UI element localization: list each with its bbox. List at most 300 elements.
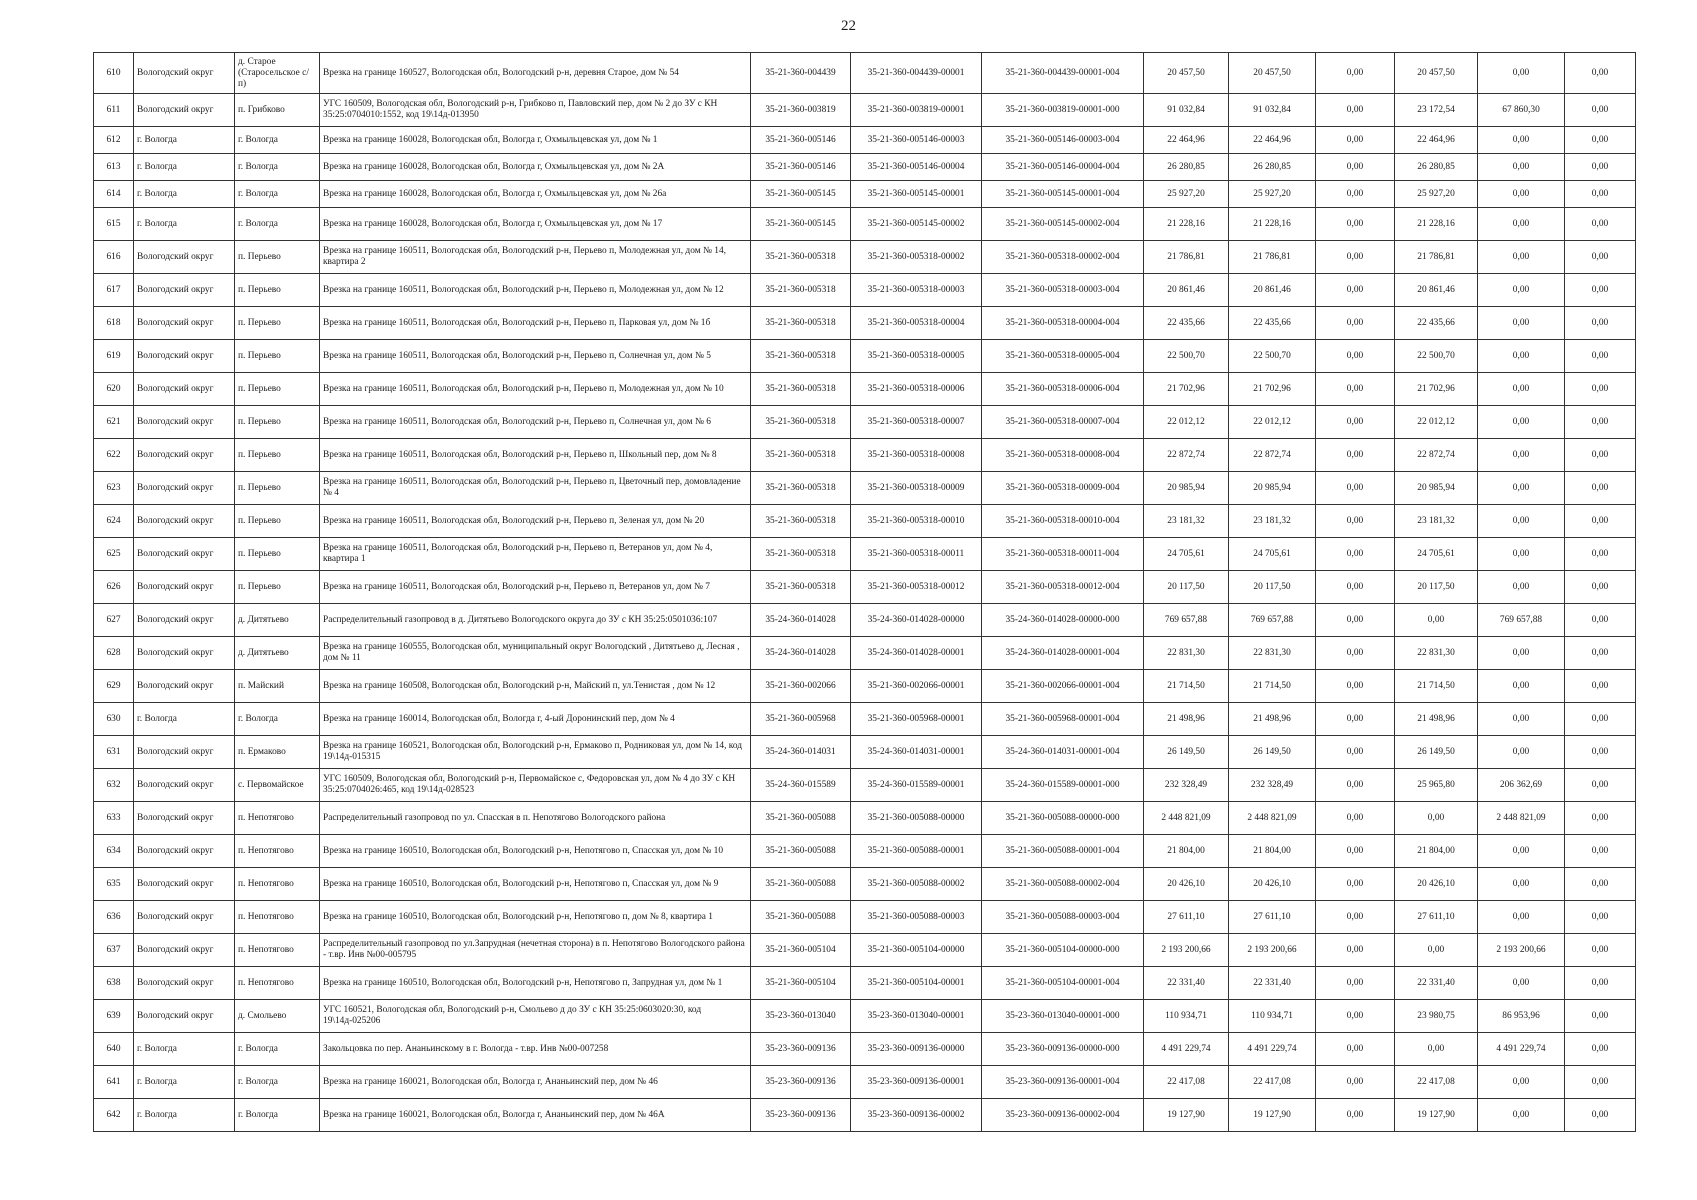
value-cell-5: 0,00 [1478,1099,1565,1132]
district-cell: г. Вологда [134,703,235,736]
value-cell-2: 22 872,74 [1229,439,1316,472]
district-cell: Вологодский округ [134,241,235,274]
object-code-cell: 35-21-360-005318 [751,472,851,505]
district-cell: Вологодский округ [134,571,235,604]
settlement-cell: п. Грибково [235,94,320,127]
district-cell: г. Вологда [134,1099,235,1132]
row-number-cell: 612 [94,127,134,154]
settlement-cell: г. Вологда [235,1066,320,1099]
value-cell-4: 0,00 [1395,604,1478,637]
district-cell: Вологодский округ [134,340,235,373]
value-cell-1: 91 032,84 [1144,94,1229,127]
table-row [94,802,1636,835]
table-row [94,1000,1636,1033]
section-code-cell: 35-24-360-015589-00001 [851,769,982,802]
value-cell-3: 0,00 [1316,868,1395,901]
value-cell-5: 0,00 [1478,967,1565,1000]
value-cell-5: 0,00 [1478,571,1565,604]
district-cell: Вологодский округ [134,307,235,340]
value-cell-3: 0,00 [1316,934,1395,967]
settlement-cell: п. Непотягово [235,802,320,835]
value-cell-5: 0,00 [1478,472,1565,505]
element-code-cell: 35-21-360-005088-00003-004 [982,901,1144,934]
table-row [94,637,1636,670]
table-row [94,1099,1636,1132]
value-cell-5: 0,00 [1478,406,1565,439]
district-cell: Вологодский округ [134,406,235,439]
object-description-cell: Врезка на границе 160021, Вологодская обл, Вологда г, Ананьинский пер, дом № 46 [320,1066,751,1099]
value-cell-5: 0,00 [1478,901,1565,934]
value-cell-1: 2 448 821,09 [1144,802,1229,835]
value-cell-2: 21 228,16 [1229,208,1316,241]
settlement-cell: п. Перьево [235,505,320,538]
value-cell-5: 0,00 [1478,340,1565,373]
value-cell-3: 0,00 [1316,901,1395,934]
element-code-cell: 35-21-360-005318-00002-004 [982,241,1144,274]
settlement-cell: п. Непотягово [235,967,320,1000]
settlement-cell: г. Вологда [235,703,320,736]
element-code-cell: 35-21-360-005318-00005-004 [982,340,1144,373]
value-cell-6: 0,00 [1565,274,1636,307]
value-cell-1: 21 714,50 [1144,670,1229,703]
object-description-cell: Врезка на границе 160511, Вологодская обл, Вологодский р-н, Перьево п, Школьный пер, дом № 8 [320,439,751,472]
value-cell-6: 0,00 [1565,53,1636,94]
value-cell-4: 20 457,50 [1395,53,1478,94]
value-cell-1: 27 611,10 [1144,901,1229,934]
value-cell-3: 0,00 [1316,373,1395,406]
table-row [94,670,1636,703]
value-cell-6: 0,00 [1565,901,1636,934]
table-row [94,868,1636,901]
element-code-cell: 35-21-360-005318-00007-004 [982,406,1144,439]
value-cell-6: 0,00 [1565,604,1636,637]
value-cell-5: 0,00 [1478,538,1565,571]
settlement-cell: п. Перьево [235,307,320,340]
row-number-cell: 627 [94,604,134,637]
value-cell-1: 19 127,90 [1144,1099,1229,1132]
row-number-cell: 635 [94,868,134,901]
value-cell-2: 21 786,81 [1229,241,1316,274]
section-code-cell: 35-21-360-005088-00001 [851,835,982,868]
district-cell: г. Вологда [134,127,235,154]
settlement-cell: п. Перьево [235,340,320,373]
table-body [94,53,1636,1132]
row-number-cell: 640 [94,1033,134,1066]
section-code-cell: 35-24-360-014028-00001 [851,637,982,670]
object-code-cell: 35-21-360-005088 [751,802,851,835]
value-cell-4: 19 127,90 [1395,1099,1478,1132]
value-cell-3: 0,00 [1316,439,1395,472]
value-cell-4: 21 498,96 [1395,703,1478,736]
value-cell-5: 86 953,96 [1478,1000,1565,1033]
value-cell-4: 23 980,75 [1395,1000,1478,1033]
table-row [94,208,1636,241]
value-cell-3: 0,00 [1316,94,1395,127]
object-description-cell: Врезка на границе 160014, Вологодская обл, Вологда г, 4-ый Доронинский пер, дом № 4 [320,703,751,736]
value-cell-6: 0,00 [1565,736,1636,769]
value-cell-4: 22 331,40 [1395,967,1478,1000]
element-code-cell: 35-24-360-014031-00001-004 [982,736,1144,769]
value-cell-2: 21 804,00 [1229,835,1316,868]
row-number-cell: 621 [94,406,134,439]
section-code-cell: 35-21-360-005146-00004 [851,154,982,181]
object-description-cell: Врезка на границе 160511, Вологодская обл, Вологодский р-н, Перьево п, Солнечная ул, дом № 6 [320,406,751,439]
settlement-cell: г. Вологда [235,1033,320,1066]
element-code-cell: 35-23-360-013040-00001-000 [982,1000,1144,1033]
object-code-cell: 35-23-360-009136 [751,1099,851,1132]
value-cell-6: 0,00 [1565,1000,1636,1033]
object-code-cell: 35-21-360-005145 [751,181,851,208]
value-cell-6: 0,00 [1565,208,1636,241]
district-cell: Вологодский округ [134,901,235,934]
district-cell: Вологодский округ [134,835,235,868]
value-cell-6: 0,00 [1565,94,1636,127]
element-code-cell: 35-21-360-005145-00001-004 [982,181,1144,208]
section-code-cell: 35-21-360-005104-00000 [851,934,982,967]
table-row [94,1066,1636,1099]
value-cell-3: 0,00 [1316,670,1395,703]
value-cell-1: 232 328,49 [1144,769,1229,802]
value-cell-4: 21 702,96 [1395,373,1478,406]
table-row [94,406,1636,439]
value-cell-2: 2 448 821,09 [1229,802,1316,835]
value-cell-1: 22 831,30 [1144,637,1229,670]
value-cell-1: 22 012,12 [1144,406,1229,439]
element-code-cell: 35-21-360-005145-00002-004 [982,208,1144,241]
settlement-cell: г. Вологда [235,1099,320,1132]
district-cell: Вологодский округ [134,373,235,406]
value-cell-4: 23 181,32 [1395,505,1478,538]
district-cell: Вологодский округ [134,439,235,472]
settlement-cell: д. Дитятьево [235,604,320,637]
element-code-cell: 35-21-360-003819-00001-000 [982,94,1144,127]
section-code-cell: 35-21-360-005088-00002 [851,868,982,901]
value-cell-3: 0,00 [1316,208,1395,241]
object-code-cell: 35-21-360-005088 [751,835,851,868]
value-cell-1: 110 934,71 [1144,1000,1229,1033]
row-number-cell: 628 [94,637,134,670]
object-description-cell: Распределительный газопровод по ул.Запрудная (нечетная сторона) в п. Непотягово Вологодского района - т.вр. Инв №00-005795 [320,934,751,967]
value-cell-2: 26 280,85 [1229,154,1316,181]
settlement-cell: п. Непотягово [235,901,320,934]
district-cell: Вологодский округ [134,94,235,127]
object-code-cell: 35-21-360-005145 [751,208,851,241]
object-code-cell: 35-23-360-013040 [751,1000,851,1033]
element-code-cell: 35-23-360-009136-00001-004 [982,1066,1144,1099]
value-cell-5: 769 657,88 [1478,604,1565,637]
table-row [94,127,1636,154]
row-number-cell: 617 [94,274,134,307]
settlement-cell: п. Перьево [235,472,320,505]
element-code-cell: 35-24-360-015589-00001-000 [982,769,1144,802]
section-code-cell: 35-23-360-009136-00002 [851,1099,982,1132]
value-cell-2: 22 464,96 [1229,127,1316,154]
object-description-cell: Врезка на границе 160511, Вологодская обл, Вологодский р-н, Перьево п, Парковая ул, дом № 1б [320,307,751,340]
section-code-cell: 35-21-360-005318-00012 [851,571,982,604]
value-cell-3: 0,00 [1316,736,1395,769]
value-cell-4: 20 861,46 [1395,274,1478,307]
value-cell-4: 26 149,50 [1395,736,1478,769]
object-code-cell: 35-21-360-005318 [751,406,851,439]
value-cell-6: 0,00 [1565,472,1636,505]
row-number-cell: 615 [94,208,134,241]
value-cell-3: 0,00 [1316,181,1395,208]
object-code-cell: 35-21-360-005318 [751,439,851,472]
value-cell-4: 26 280,85 [1395,154,1478,181]
object-code-cell: 35-23-360-009136 [751,1066,851,1099]
value-cell-5: 0,00 [1478,181,1565,208]
value-cell-6: 0,00 [1565,373,1636,406]
section-code-cell: 35-24-360-014031-00001 [851,736,982,769]
value-cell-3: 0,00 [1316,406,1395,439]
object-description-cell: Врезка на границе 160510, Вологодская обл, Вологодский р-н, Непотягово п, Запрудная ул, дом № 1 [320,967,751,1000]
district-cell: Вологодский округ [134,604,235,637]
object-description-cell: Врезка на границе 160511, Вологодская обл, Вологодский р-н, Перьево п, Солнечная ул, дом № 5 [320,340,751,373]
value-cell-3: 0,00 [1316,53,1395,94]
row-number-cell: 631 [94,736,134,769]
value-cell-6: 0,00 [1565,802,1636,835]
district-cell: Вологодский округ [134,274,235,307]
value-cell-5: 0,00 [1478,53,1565,94]
object-code-cell: 35-21-360-005968 [751,703,851,736]
element-code-cell: 35-21-360-005318-00008-004 [982,439,1144,472]
table-row [94,181,1636,208]
value-cell-5: 0,00 [1478,241,1565,274]
object-description-cell: Врезка на границе 160028, Вологодская обл, Вологда г, Охмыльцевская ул, дом № 1 [320,127,751,154]
value-cell-4: 23 172,54 [1395,94,1478,127]
value-cell-2: 22 417,08 [1229,1066,1316,1099]
row-number-cell: 626 [94,571,134,604]
object-code-cell: 35-21-360-005146 [751,154,851,181]
value-cell-2: 110 934,71 [1229,1000,1316,1033]
row-number-cell: 637 [94,934,134,967]
object-description-cell: Врезка на границе 160527, Вологодская обл, Вологодский р-н, деревня Старое, дом № 54 [320,53,751,94]
object-code-cell: 35-21-360-005146 [751,127,851,154]
object-code-cell: 35-21-360-005318 [751,340,851,373]
section-code-cell: 35-21-360-005318-00006 [851,373,982,406]
object-code-cell: 35-21-360-002066 [751,670,851,703]
value-cell-5: 0,00 [1478,505,1565,538]
value-cell-5: 4 491 229,74 [1478,1033,1565,1066]
object-description-cell: Врезка на границе 160028, Вологодская обл, Вологда г, Охмыльцевская ул, дом № 26а [320,181,751,208]
value-cell-4: 0,00 [1395,934,1478,967]
district-cell: г. Вологда [134,154,235,181]
district-cell: г. Вологда [134,208,235,241]
value-cell-6: 0,00 [1565,181,1636,208]
settlement-cell: п. Перьево [235,406,320,439]
table-row [94,505,1636,538]
table-row [94,274,1636,307]
element-code-cell: 35-21-360-005088-00000-000 [982,802,1144,835]
value-cell-4: 0,00 [1395,802,1478,835]
row-number-cell: 625 [94,538,134,571]
element-code-cell: 35-23-360-009136-00002-004 [982,1099,1144,1132]
value-cell-4: 20 426,10 [1395,868,1478,901]
row-number-cell: 620 [94,373,134,406]
value-cell-1: 21 498,96 [1144,703,1229,736]
district-cell: г. Вологда [134,1066,235,1099]
section-code-cell: 35-23-360-009136-00001 [851,1066,982,1099]
object-description-cell: Врезка на границе 160508, Вологодская обл, Вологодский р-н, Майский п, ул.Тенистая , дом № 12 [320,670,751,703]
district-cell: Вологодский округ [134,670,235,703]
value-cell-1: 2 193 200,66 [1144,934,1229,967]
object-description-cell: Врезка на границе 160028, Вологодская обл, Вологда г, Охмыльцевская ул, дом № 17 [320,208,751,241]
section-code-cell: 35-21-360-002066-00001 [851,670,982,703]
section-code-cell: 35-21-360-005146-00003 [851,127,982,154]
value-cell-1: 26 149,50 [1144,736,1229,769]
value-cell-3: 0,00 [1316,274,1395,307]
value-cell-5: 0,00 [1478,703,1565,736]
value-cell-4: 22 012,12 [1395,406,1478,439]
value-cell-2: 25 927,20 [1229,181,1316,208]
section-code-cell: 35-24-360-014028-00000 [851,604,982,637]
element-code-cell: 35-21-360-004439-00001-004 [982,53,1144,94]
row-number-cell: 623 [94,472,134,505]
settlement-cell: п. Перьево [235,571,320,604]
row-number-cell: 634 [94,835,134,868]
settlement-cell: п. Непотягово [235,934,320,967]
value-cell-5: 0,00 [1478,373,1565,406]
table-row [94,1033,1636,1066]
value-cell-2: 20 457,50 [1229,53,1316,94]
value-cell-6: 0,00 [1565,406,1636,439]
settlement-cell: г. Вологда [235,154,320,181]
object-code-cell: 35-21-360-003819 [751,94,851,127]
value-cell-3: 0,00 [1316,472,1395,505]
table-row [94,340,1636,373]
section-code-cell: 35-21-360-005318-00009 [851,472,982,505]
value-cell-3: 0,00 [1316,127,1395,154]
value-cell-4: 20 985,94 [1395,472,1478,505]
settlement-cell: г. Вологда [235,208,320,241]
object-code-cell: 35-21-360-005318 [751,373,851,406]
value-cell-1: 22 331,40 [1144,967,1229,1000]
object-code-cell: 35-21-360-005088 [751,868,851,901]
value-cell-6: 0,00 [1565,505,1636,538]
object-description-cell: Врезка на границе 160511, Вологодская обл, Вологодский р-н, Перьево п, Молодежная ул, дом № 12 [320,274,751,307]
table-row [94,538,1636,571]
element-code-cell: 35-21-360-005318-00011-004 [982,538,1144,571]
value-cell-5: 2 448 821,09 [1478,802,1565,835]
section-code-cell: 35-21-360-005104-00001 [851,967,982,1000]
value-cell-1: 22 417,08 [1144,1066,1229,1099]
value-cell-5: 2 193 200,66 [1478,934,1565,967]
value-cell-2: 20 861,46 [1229,274,1316,307]
object-description-cell: Врезка на границе 160511, Вологодская обл, Вологодский р-н, Перьево п, Ветеранов ул, дом № 7 [320,571,751,604]
settlement-cell: п. Перьево [235,439,320,472]
value-cell-3: 0,00 [1316,154,1395,181]
value-cell-3: 0,00 [1316,1099,1395,1132]
settlement-cell: п. Непотягово [235,835,320,868]
section-code-cell: 35-21-360-005088-00000 [851,802,982,835]
object-code-cell: 35-24-360-014028 [751,604,851,637]
table-row [94,835,1636,868]
value-cell-3: 0,00 [1316,1066,1395,1099]
object-description-cell: Распределительный газопровод в д. Дитятьево Вологодского округа до ЗУ с КН 35:25:0501036:107 [320,604,751,637]
element-code-cell: 35-21-360-005968-00001-004 [982,703,1144,736]
row-number-cell: 630 [94,703,134,736]
value-cell-4: 25 965,80 [1395,769,1478,802]
section-code-cell: 35-21-360-005318-00010 [851,505,982,538]
value-cell-6: 0,00 [1565,439,1636,472]
page-number: 22 [841,18,856,34]
value-cell-3: 0,00 [1316,703,1395,736]
section-code-cell: 35-21-360-005968-00001 [851,703,982,736]
object-description-cell: Закольцовка по пер. Ананьинскому в г. Вологда - т.вр. Инв №00-007258 [320,1033,751,1066]
section-code-cell: 35-21-360-005145-00002 [851,208,982,241]
row-number-cell: 610 [94,53,134,94]
value-cell-4: 22 464,96 [1395,127,1478,154]
object-code-cell: 35-24-360-014028 [751,637,851,670]
table-row [94,703,1636,736]
value-cell-1: 21 786,81 [1144,241,1229,274]
value-cell-2: 23 181,32 [1229,505,1316,538]
value-cell-1: 769 657,88 [1144,604,1229,637]
settlement-cell: д. Старое (Старосельское с/п) [235,53,320,94]
value-cell-6: 0,00 [1565,934,1636,967]
object-code-cell: 35-21-360-005104 [751,967,851,1000]
row-number-cell: 624 [94,505,134,538]
settlement-cell: п. Перьево [235,538,320,571]
element-code-cell: 35-21-360-005318-00004-004 [982,307,1144,340]
section-code-cell: 35-21-360-005088-00003 [851,901,982,934]
section-code-cell: 35-21-360-005145-00001 [851,181,982,208]
value-cell-1: 26 280,85 [1144,154,1229,181]
value-cell-2: 91 032,84 [1229,94,1316,127]
value-cell-1: 25 927,20 [1144,181,1229,208]
value-cell-3: 0,00 [1316,241,1395,274]
value-cell-5: 206 362,69 [1478,769,1565,802]
value-cell-5: 0,00 [1478,439,1565,472]
assets-register-table [93,52,1636,1132]
value-cell-2: 21 702,96 [1229,373,1316,406]
row-number-cell: 642 [94,1099,134,1132]
value-cell-4: 21 804,00 [1395,835,1478,868]
value-cell-5: 0,00 [1478,670,1565,703]
object-description-cell: УГС 160521, Вологодская обл, Вологодский р-н, Смольево д до ЗУ с КН 35:25:0603020:30, код 19\14д-025206 [320,1000,751,1033]
object-code-cell: 35-21-360-005318 [751,307,851,340]
value-cell-1: 20 117,50 [1144,571,1229,604]
section-code-cell: 35-21-360-005318-00008 [851,439,982,472]
value-cell-1: 4 491 229,74 [1144,1033,1229,1066]
value-cell-3: 0,00 [1316,637,1395,670]
element-code-cell: 35-21-360-005318-00010-004 [982,505,1144,538]
element-code-cell: 35-21-360-005146-00004-004 [982,154,1144,181]
value-cell-1: 20 457,50 [1144,53,1229,94]
value-cell-6: 0,00 [1565,1099,1636,1132]
value-cell-6: 0,00 [1565,241,1636,274]
settlement-cell: п. Ермаково [235,736,320,769]
table-row [94,604,1636,637]
settlement-cell: с. Первомайское [235,769,320,802]
settlement-cell: п. Майский [235,670,320,703]
table-row [94,901,1636,934]
element-code-cell: 35-21-360-005088-00002-004 [982,868,1144,901]
section-code-cell: 35-21-360-005318-00004 [851,307,982,340]
value-cell-2: 232 328,49 [1229,769,1316,802]
object-description-cell: Врезка на границе 160510, Вологодская обл, Вологодский р-н, Непотягово п, Спасская ул, дом № 9 [320,868,751,901]
district-cell: г. Вологда [134,1033,235,1066]
value-cell-2: 26 149,50 [1229,736,1316,769]
row-number-cell: 638 [94,967,134,1000]
value-cell-4: 21 228,16 [1395,208,1478,241]
value-cell-3: 0,00 [1316,340,1395,373]
value-cell-1: 22 500,70 [1144,340,1229,373]
row-number-cell: 614 [94,181,134,208]
value-cell-1: 23 181,32 [1144,505,1229,538]
value-cell-3: 0,00 [1316,769,1395,802]
value-cell-2: 4 491 229,74 [1229,1033,1316,1066]
